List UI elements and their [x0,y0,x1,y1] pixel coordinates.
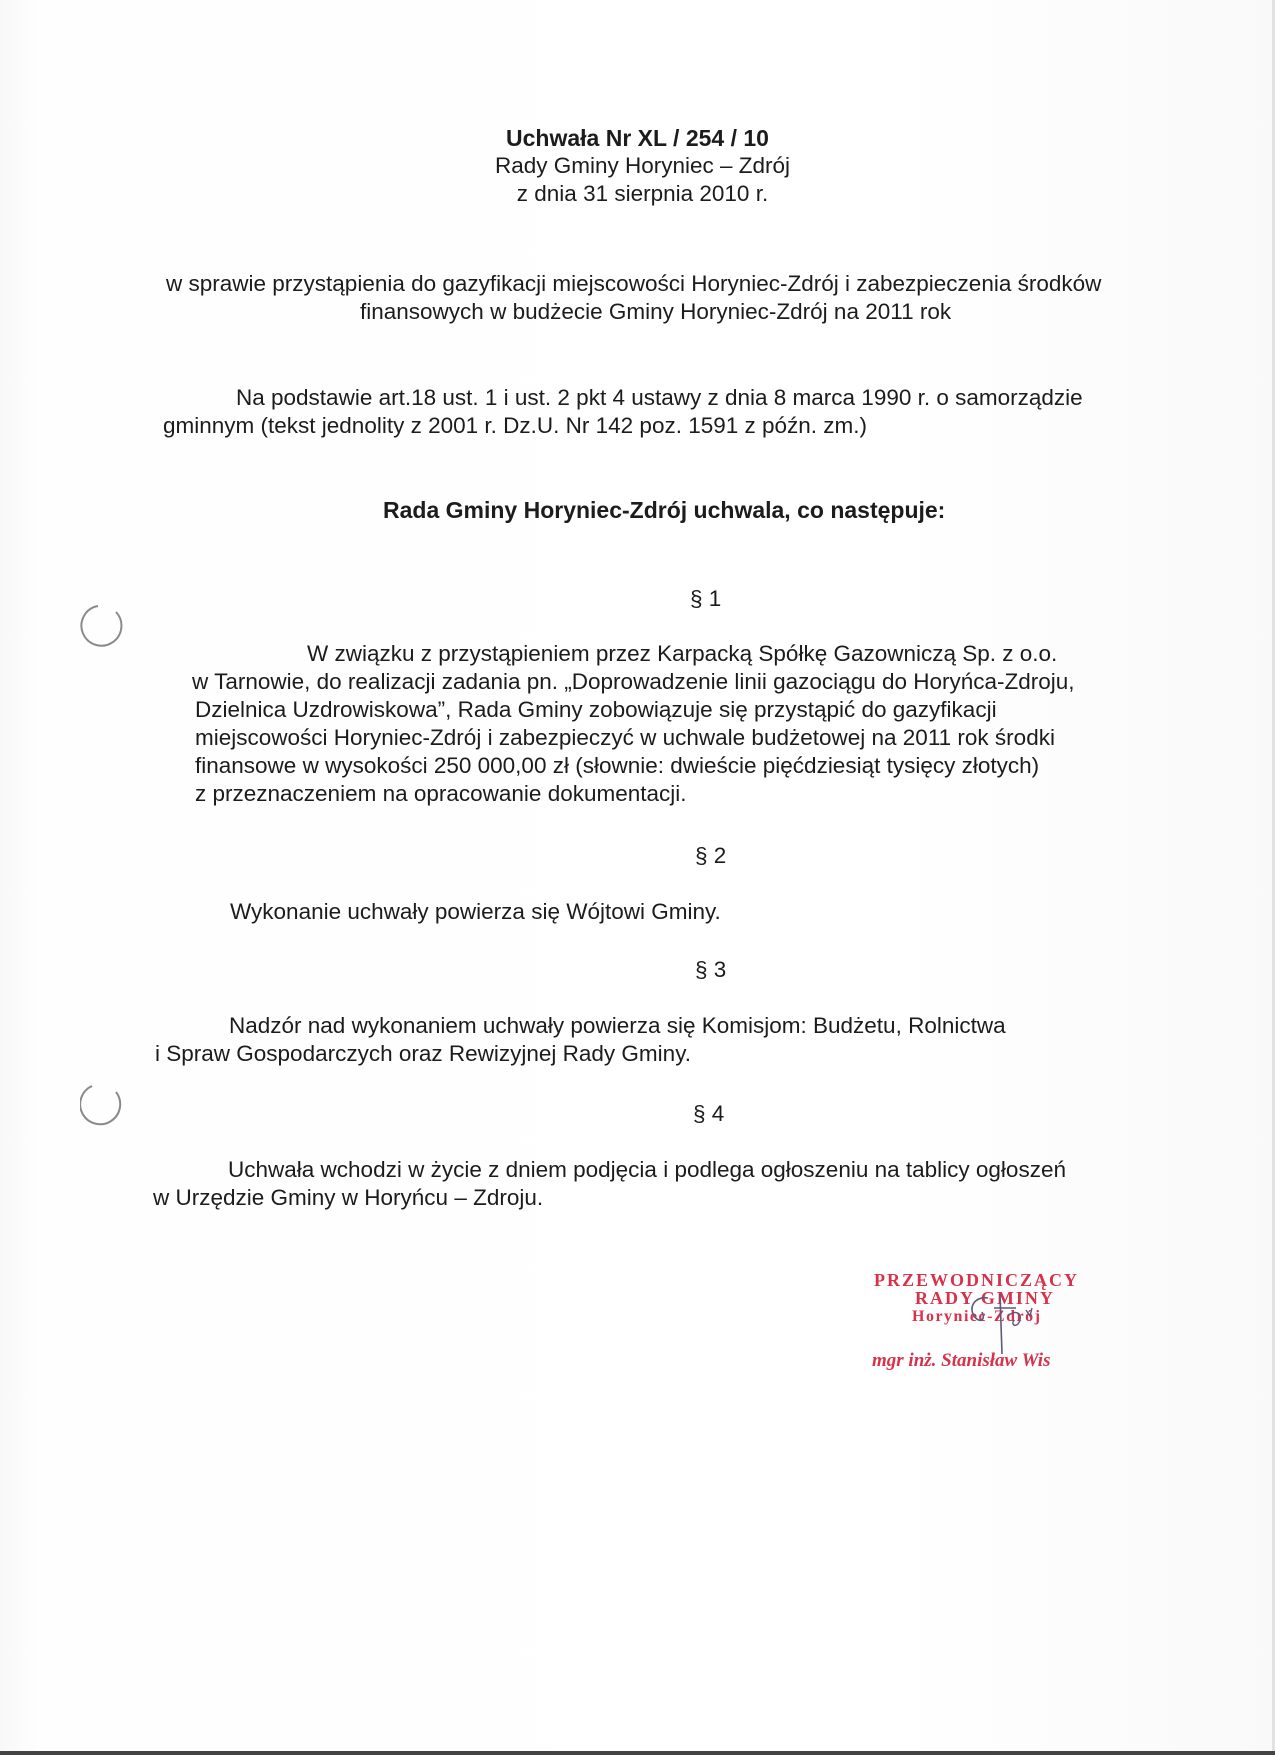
stamp-line-4: mgr inż. Stanisław Wis [872,1350,1051,1371]
section-1-line: z przeznaczeniem na opracowanie dokumentacji. [195,781,687,806]
punch-hole [80,1078,136,1134]
subject-line-1: w sprawie przystąpienia do gazyfikacji miejscowości Horyniec-Zdrój i zabezpieczenia środków [166,271,1102,296]
legal-basis-line-1: Na podstawie art.18 ust. 1 i ust. 2 pkt 4 ustawy z dnia 8 marca 1990 r. o samorządzie [236,385,1083,410]
section-4-line: w Urzędzie Gminy w Horyńcu – Zdroju. [153,1185,544,1210]
resolution-issuer: Rady Gminy Horyniec – Zdrój [494,153,791,178]
section-3-line: Nadzór nad wykonaniem uchwały powierza się Komisjom: Budżetu, Rolnictwa [229,1013,1006,1038]
section-1-line: W związku z przystąpieniem przez Karpacką Spółkę Gazowniczą Sp. z o.o. [307,641,1058,666]
section-1-mark: § 1 [690,586,722,611]
resolves-heading: Rada Gminy Horyniec-Zdrój uchwala, co następuje: [383,497,946,523]
section-2-line: Wykonanie uchwały powierza się Wójtowi Gminy. [230,899,721,924]
section-4-mark: § 4 [693,1101,725,1126]
section-1-line: miejscowości Horyniec-Zdrój i zabezpieczyć w uchwale budżetowej na 2011 rok środki [195,725,1055,750]
stamp-line-2: RADY GMINY [915,1288,1055,1308]
resolution-date: z dnia 31 sierpnia 2010 r. [516,181,769,206]
section-4-line: Uchwała wchodzi w życie z dniem podjęcia i podlega ogłoszeniu na tablicy ogłoszeń [228,1157,1066,1182]
resolution-title: Uchwała Nr XL / 254 / 10 [506,125,769,151]
signature-scribble [930,1290,1050,1370]
section-2-mark: § 2 [695,843,727,868]
section-3-mark: § 3 [695,957,727,982]
scan-edge-bottom [0,1751,1275,1755]
legal-basis-line-2: gminnym (tekst jednolity z 2001 r. Dz.U. Nr 142 poz. 1591 z późn. zm.) [163,413,868,438]
stamp-line-1: PRZEWODNICZĄCY [874,1270,1080,1290]
subject-line-2: finansowych w budżecie Gminy Horyniec-Zdrój na 2011 rok [360,299,952,324]
stamp-line-3: Horyniec-Zdrój [912,1308,1042,1325]
section-1-line: Dzielnica Uzdrowiskowa”, Rada Gminy zobowiązuje się przystąpić do gazyfikacji [195,697,997,722]
section-1-line: finansowe w wysokości 250 000,00 zł (słownie: dwieście pięćdziesiąt tysięcy złotych) [195,753,1040,778]
punch-hole [80,598,136,654]
section-1-line: w Tarnowie, do realizacji zadania pn. „Doprowadzenie linii gazociągu do Horyńca-Zdroju, [192,669,1075,694]
section-3-line: i Spraw Gospodarczych oraz Rewizyjnej Rady Gminy. [155,1041,692,1066]
